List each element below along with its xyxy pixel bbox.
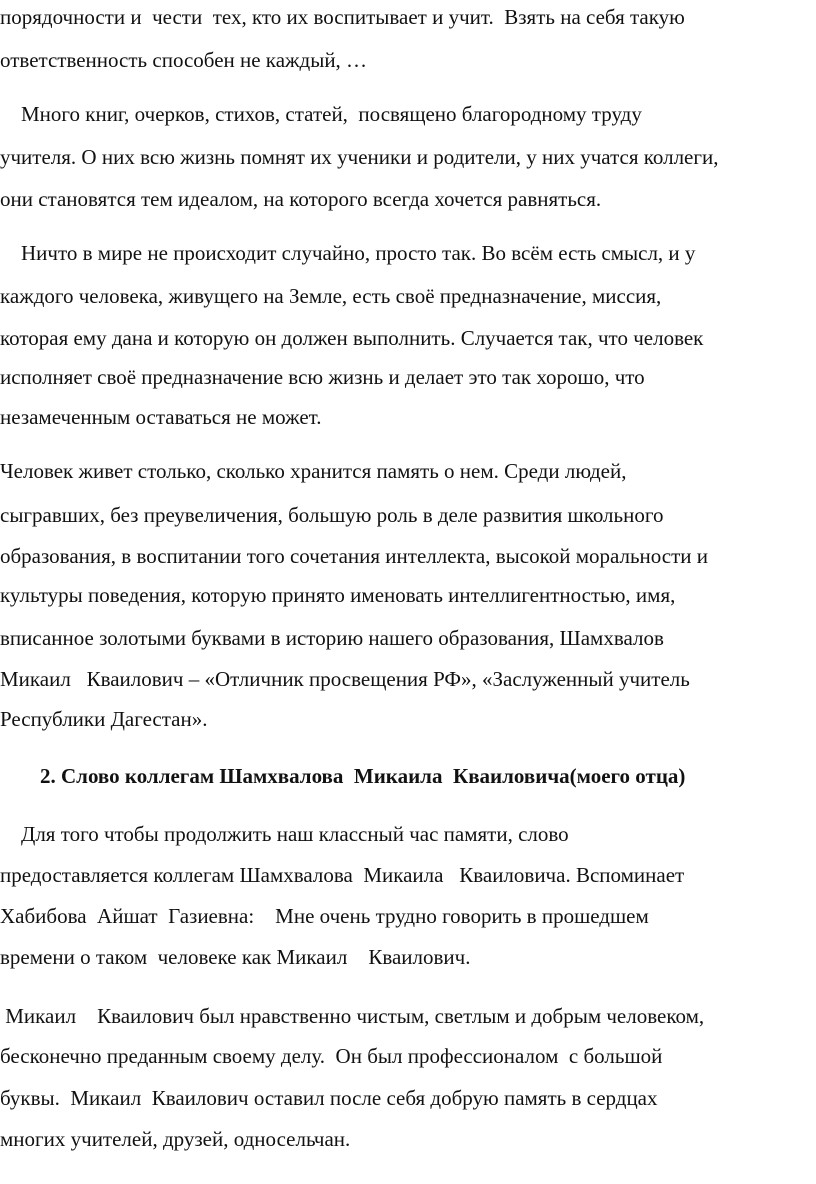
text-line: ответственность способен не каждый, … [0,48,368,72]
text-line: вписанное золотыми буквами в историю нашего образования, Шамхвалов [0,626,664,650]
text-line: Микаил Кваилович был нравственно чистым, светлым и добрым человеком, [0,1004,705,1028]
text-line: Человек живет столько, сколько хранится память о нем. Среди людей, [0,459,627,483]
text-line: сыгравших, без преувеличения, большую роль в деле развития школьного [0,503,664,527]
text-line: которая ему дана и которую он должен выполнить. Случается так, что человек [0,326,704,350]
text-line: Много книг, очерков, стихов, статей, посвящено благородному труду [0,102,642,126]
text-line: многих учителей, друзей, односельчан. [0,1127,351,1151]
text-line: времени о таком человеке как Микаил Кваилович. [0,945,471,969]
text-line: бесконечно преданным своему делу. Он был профессионалом с большой [0,1044,663,1068]
text-line: предоставляется коллегам Шамхвалова Микаила Кваиловича. Вспоминает [0,863,685,887]
text-line: порядочности и чести тех, кто их воспитывает и учит. Взять на себя такую [0,5,685,29]
text-line: учителя. О них всю жизнь помнят их ученики и родители, у них учатся коллеги, [0,145,719,169]
text-line: каждого человека, живущего на Земле, есть своё предназначение, миссия, [0,284,662,308]
text-line: незамеченным оставаться не может. [0,405,322,429]
text-line: исполняет своё предназначение всю жизнь и делает это так хорошо, что [0,365,645,389]
text-line: Республики Дагестан». [0,707,208,731]
text-line: образования, в воспитании того сочетания интеллекта, высокой моральности и [0,544,709,568]
text-line: Микаил Кваилович – «Отличник просвещения РФ», «Заслуженный учитель [0,667,690,691]
text-line: культуры поведения, которую принято именовать интеллигентностью, имя, [0,583,676,607]
text-line: буквы. Микаил Кваилович оставил после себя добрую память в сердцах [0,1086,658,1110]
text-line: они становятся тем идеалом, на которого всегда хочется равняться. [0,187,602,211]
section-heading: 2. Слово коллегам Шамхвалова Микаила Кваиловича(моего отца) [40,764,686,788]
text-line: Ничто в мире не происходит случайно, просто так. Во всём есть смысл, и у [0,241,696,265]
text-line: Для того чтобы продолжить наш классный час памяти, слово [0,822,569,846]
text-line: Хабибова Айшат Газиевна: Мне очень трудно говорить в прошедшем [0,904,649,928]
